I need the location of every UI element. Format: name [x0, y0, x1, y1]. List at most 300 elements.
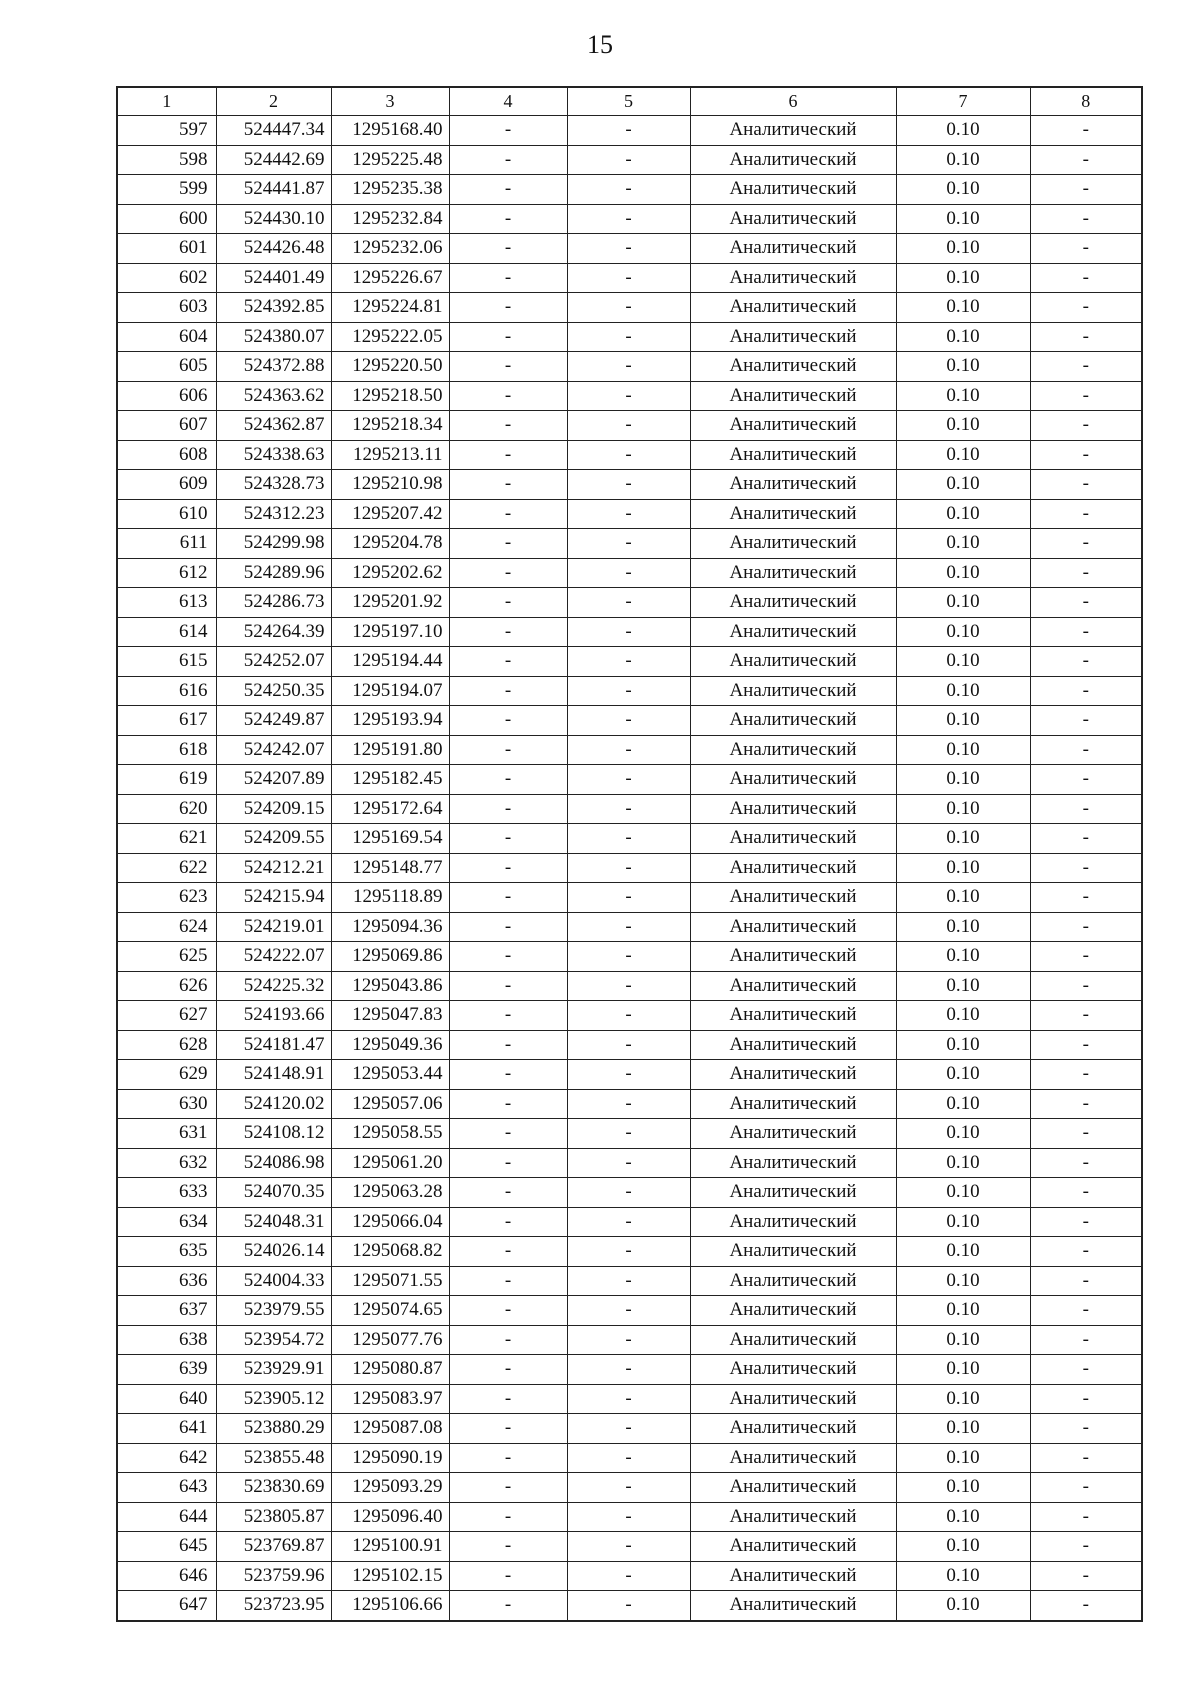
point-number-cell: 615: [117, 647, 216, 677]
table-row: [117, 1532, 1142, 1562]
col8-cell: -: [1030, 1532, 1142, 1562]
table-row: [117, 234, 1142, 264]
col4-cell: -: [449, 1060, 567, 1090]
col4-cell: -: [449, 499, 567, 529]
col5-cell: -: [567, 824, 690, 854]
col5-cell: -: [567, 588, 690, 618]
x-coordinate-cell: 524209.55: [216, 824, 331, 854]
col8-cell: -: [1030, 558, 1142, 588]
accuracy-cell: 0.10: [896, 145, 1030, 175]
col5-cell: -: [567, 1325, 690, 1355]
x-coordinate-cell: 524362.87: [216, 411, 331, 441]
accuracy-cell: 0.10: [896, 411, 1030, 441]
table-row: [117, 1502, 1142, 1532]
col4-cell: -: [449, 263, 567, 293]
y-coordinate-cell: 1295226.67: [331, 263, 449, 293]
col4-cell: -: [449, 381, 567, 411]
table-row: [117, 293, 1142, 323]
table-row: [117, 322, 1142, 352]
table-row: [117, 765, 1142, 795]
y-coordinate-cell: 1295169.54: [331, 824, 449, 854]
table-row: [117, 794, 1142, 824]
col8-cell: -: [1030, 1030, 1142, 1060]
y-coordinate-cell: 1295102.15: [331, 1561, 449, 1591]
col5-cell: -: [567, 1178, 690, 1208]
accuracy-cell: 0.10: [896, 1414, 1030, 1444]
col4-cell: -: [449, 145, 567, 175]
col8-cell: -: [1030, 175, 1142, 205]
col4-cell: -: [449, 1148, 567, 1178]
col5-cell: -: [567, 116, 690, 146]
table-row: [117, 942, 1142, 972]
col5-cell: -: [567, 234, 690, 264]
col5-cell: -: [567, 1089, 690, 1119]
y-coordinate-cell: 1295201.92: [331, 588, 449, 618]
col4-cell: -: [449, 1532, 567, 1562]
point-number-cell: 627: [117, 1001, 216, 1031]
table-row: [117, 647, 1142, 677]
method-cell: Аналитический: [690, 1384, 896, 1414]
point-number-cell: 639: [117, 1355, 216, 1385]
col8-cell: -: [1030, 824, 1142, 854]
accuracy-cell: 0.10: [896, 1561, 1030, 1591]
accuracy-cell: 0.10: [896, 588, 1030, 618]
point-number-cell: 604: [117, 322, 216, 352]
col5-cell: -: [567, 293, 690, 323]
point-number-cell: 637: [117, 1296, 216, 1326]
method-cell: Аналитический: [690, 912, 896, 942]
x-coordinate-cell: 524193.66: [216, 1001, 331, 1031]
table-row: [117, 588, 1142, 618]
y-coordinate-cell: 1295118.89: [331, 883, 449, 913]
col5-cell: -: [567, 322, 690, 352]
col4-cell: -: [449, 1030, 567, 1060]
accuracy-cell: 0.10: [896, 352, 1030, 382]
x-coordinate-cell: 523723.95: [216, 1591, 331, 1621]
point-number-cell: 647: [117, 1591, 216, 1621]
point-number-cell: 618: [117, 735, 216, 765]
table-row: [117, 175, 1142, 205]
point-number-cell: 640: [117, 1384, 216, 1414]
x-coordinate-cell: 524447.34: [216, 116, 331, 146]
accuracy-cell: 0.10: [896, 204, 1030, 234]
accuracy-cell: 0.10: [896, 1148, 1030, 1178]
col4-cell: -: [449, 204, 567, 234]
method-cell: Аналитический: [690, 735, 896, 765]
x-coordinate-cell: 524363.62: [216, 381, 331, 411]
method-cell: Аналитический: [690, 1325, 896, 1355]
table-row: [117, 263, 1142, 293]
col4-cell: -: [449, 1001, 567, 1031]
method-cell: Аналитический: [690, 1237, 896, 1267]
method-cell: Аналитический: [690, 352, 896, 382]
x-coordinate-cell: 524286.73: [216, 588, 331, 618]
col5-cell: -: [567, 352, 690, 382]
accuracy-cell: 0.10: [896, 1237, 1030, 1267]
col4-cell: -: [449, 558, 567, 588]
point-number-cell: 641: [117, 1414, 216, 1444]
table-row: [117, 971, 1142, 1001]
method-cell: Аналитический: [690, 1089, 896, 1119]
y-coordinate-cell: 1295213.11: [331, 440, 449, 470]
accuracy-cell: 0.10: [896, 1030, 1030, 1060]
y-coordinate-cell: 1295225.48: [331, 145, 449, 175]
x-coordinate-cell: 523759.96: [216, 1561, 331, 1591]
y-coordinate-cell: 1295204.78: [331, 529, 449, 559]
point-number-cell: 622: [117, 853, 216, 883]
y-coordinate-cell: 1295049.36: [331, 1030, 449, 1060]
col8-cell: -: [1030, 1089, 1142, 1119]
point-number-cell: 619: [117, 765, 216, 795]
x-coordinate-cell: 523830.69: [216, 1473, 331, 1503]
col5-cell: -: [567, 794, 690, 824]
column-header: 4: [449, 87, 567, 116]
col8-cell: -: [1030, 322, 1142, 352]
col4-cell: -: [449, 1325, 567, 1355]
point-number-cell: 644: [117, 1502, 216, 1532]
col4-cell: -: [449, 116, 567, 146]
column-header: 2: [216, 87, 331, 116]
y-coordinate-cell: 1295235.38: [331, 175, 449, 205]
y-coordinate-cell: 1295202.62: [331, 558, 449, 588]
method-cell: Аналитический: [690, 1060, 896, 1090]
col8-cell: -: [1030, 1178, 1142, 1208]
col5-cell: -: [567, 1473, 690, 1503]
x-coordinate-cell: 523905.12: [216, 1384, 331, 1414]
table-row: [117, 381, 1142, 411]
col8-cell: -: [1030, 883, 1142, 913]
x-coordinate-cell: 524401.49: [216, 263, 331, 293]
point-number-cell: 601: [117, 234, 216, 264]
accuracy-cell: 0.10: [896, 1532, 1030, 1562]
method-cell: Аналитический: [690, 1532, 896, 1562]
col4-cell: -: [449, 1119, 567, 1149]
x-coordinate-cell: 524430.10: [216, 204, 331, 234]
col8-cell: -: [1030, 145, 1142, 175]
x-coordinate-cell: 524250.35: [216, 676, 331, 706]
col8-cell: -: [1030, 1148, 1142, 1178]
col4-cell: -: [449, 1237, 567, 1267]
y-coordinate-cell: 1295053.44: [331, 1060, 449, 1090]
col8-cell: -: [1030, 765, 1142, 795]
x-coordinate-cell: 524225.32: [216, 971, 331, 1001]
y-coordinate-cell: 1295077.76: [331, 1325, 449, 1355]
col8-cell: -: [1030, 1060, 1142, 1090]
accuracy-cell: 0.10: [896, 706, 1030, 736]
col4-cell: -: [449, 1384, 567, 1414]
col8-cell: -: [1030, 1266, 1142, 1296]
point-number-cell: 626: [117, 971, 216, 1001]
point-number-cell: 613: [117, 588, 216, 618]
y-coordinate-cell: 1295172.64: [331, 794, 449, 824]
col4-cell: -: [449, 912, 567, 942]
col8-cell: -: [1030, 735, 1142, 765]
x-coordinate-cell: 524372.88: [216, 352, 331, 382]
table-row: [117, 1089, 1142, 1119]
y-coordinate-cell: 1295232.06: [331, 234, 449, 264]
col8-cell: -: [1030, 1207, 1142, 1237]
col4-cell: -: [449, 1443, 567, 1473]
point-number-cell: 635: [117, 1237, 216, 1267]
accuracy-cell: 0.10: [896, 617, 1030, 647]
col8-cell: -: [1030, 617, 1142, 647]
accuracy-cell: 0.10: [896, 794, 1030, 824]
col4-cell: -: [449, 971, 567, 1001]
x-coordinate-cell: 524264.39: [216, 617, 331, 647]
table-row: [117, 470, 1142, 500]
method-cell: Аналитический: [690, 322, 896, 352]
column-header: 1: [117, 87, 216, 116]
col5-cell: -: [567, 883, 690, 913]
accuracy-cell: 0.10: [896, 883, 1030, 913]
table-body: [117, 116, 1142, 1621]
col8-cell: -: [1030, 352, 1142, 382]
method-cell: Аналитический: [690, 588, 896, 618]
col8-cell: -: [1030, 1001, 1142, 1031]
col4-cell: -: [449, 1089, 567, 1119]
col5-cell: -: [567, 1119, 690, 1149]
y-coordinate-cell: 1295068.82: [331, 1237, 449, 1267]
x-coordinate-cell: 524328.73: [216, 470, 331, 500]
col4-cell: -: [449, 352, 567, 382]
y-coordinate-cell: 1295222.05: [331, 322, 449, 352]
x-coordinate-cell: 524181.47: [216, 1030, 331, 1060]
method-cell: Аналитический: [690, 1178, 896, 1208]
y-coordinate-cell: 1295069.86: [331, 942, 449, 972]
accuracy-cell: 0.10: [896, 735, 1030, 765]
method-cell: Аналитический: [690, 1473, 896, 1503]
accuracy-cell: 0.10: [896, 234, 1030, 264]
y-coordinate-cell: 1295218.34: [331, 411, 449, 441]
col5-cell: -: [567, 470, 690, 500]
col5-cell: -: [567, 263, 690, 293]
method-cell: Аналитический: [690, 1591, 896, 1621]
accuracy-cell: 0.10: [896, 1591, 1030, 1621]
y-coordinate-cell: 1295083.97: [331, 1384, 449, 1414]
table-row: [117, 1119, 1142, 1149]
table-row: [117, 1355, 1142, 1385]
y-coordinate-cell: 1295087.08: [331, 1414, 449, 1444]
accuracy-cell: 0.10: [896, 1266, 1030, 1296]
header-row: [117, 87, 1142, 116]
point-number-cell: 598: [117, 145, 216, 175]
x-coordinate-cell: 524312.23: [216, 499, 331, 529]
method-cell: Аналитический: [690, 411, 896, 441]
col8-cell: -: [1030, 1591, 1142, 1621]
col5-cell: -: [567, 971, 690, 1001]
col8-cell: -: [1030, 529, 1142, 559]
x-coordinate-cell: 524070.35: [216, 1178, 331, 1208]
col5-cell: -: [567, 499, 690, 529]
x-coordinate-cell: 523855.48: [216, 1443, 331, 1473]
accuracy-cell: 0.10: [896, 971, 1030, 1001]
table-row: [117, 352, 1142, 382]
col5-cell: -: [567, 1502, 690, 1532]
point-number-cell: 609: [117, 470, 216, 500]
col5-cell: -: [567, 765, 690, 795]
accuracy-cell: 0.10: [896, 1296, 1030, 1326]
method-cell: Аналитический: [690, 204, 896, 234]
table-row: [117, 1266, 1142, 1296]
accuracy-cell: 0.10: [896, 293, 1030, 323]
col4-cell: -: [449, 322, 567, 352]
col8-cell: -: [1030, 1119, 1142, 1149]
col8-cell: -: [1030, 116, 1142, 146]
col5-cell: -: [567, 1207, 690, 1237]
col5-cell: -: [567, 706, 690, 736]
method-cell: Аналитический: [690, 1030, 896, 1060]
point-number-cell: 602: [117, 263, 216, 293]
col8-cell: -: [1030, 470, 1142, 500]
accuracy-cell: 0.10: [896, 1473, 1030, 1503]
col4-cell: -: [449, 1561, 567, 1591]
col4-cell: -: [449, 175, 567, 205]
table-row: [117, 1060, 1142, 1090]
point-number-cell: 616: [117, 676, 216, 706]
col4-cell: -: [449, 853, 567, 883]
point-number-cell: 614: [117, 617, 216, 647]
table-row: [117, 499, 1142, 529]
x-coordinate-cell: 524209.15: [216, 794, 331, 824]
col5-cell: -: [567, 1266, 690, 1296]
x-coordinate-cell: 524215.94: [216, 883, 331, 913]
point-number-cell: 606: [117, 381, 216, 411]
x-coordinate-cell: 523979.55: [216, 1296, 331, 1326]
accuracy-cell: 0.10: [896, 942, 1030, 972]
accuracy-cell: 0.10: [896, 1325, 1030, 1355]
table-row: [117, 204, 1142, 234]
accuracy-cell: 0.10: [896, 529, 1030, 559]
y-coordinate-cell: 1295210.98: [331, 470, 449, 500]
method-cell: Аналитический: [690, 381, 896, 411]
col4-cell: -: [449, 706, 567, 736]
point-number-cell: 624: [117, 912, 216, 942]
col5-cell: -: [567, 1532, 690, 1562]
y-coordinate-cell: 1295224.81: [331, 293, 449, 323]
table-row: [117, 735, 1142, 765]
col5-cell: -: [567, 647, 690, 677]
x-coordinate-cell: 524299.98: [216, 529, 331, 559]
col8-cell: -: [1030, 1502, 1142, 1532]
y-coordinate-cell: 1295074.65: [331, 1296, 449, 1326]
method-cell: Аналитический: [690, 971, 896, 1001]
col4-cell: -: [449, 617, 567, 647]
method-cell: Аналитический: [690, 1148, 896, 1178]
col5-cell: -: [567, 1296, 690, 1326]
method-cell: Аналитический: [690, 116, 896, 146]
col8-cell: -: [1030, 1561, 1142, 1591]
point-number-cell: 646: [117, 1561, 216, 1591]
column-header: 5: [567, 87, 690, 116]
col8-cell: -: [1030, 1473, 1142, 1503]
column-header: 8: [1030, 87, 1142, 116]
method-cell: Аналитический: [690, 1001, 896, 1031]
table-row: [117, 706, 1142, 736]
col5-cell: -: [567, 1060, 690, 1090]
y-coordinate-cell: 1295093.29: [331, 1473, 449, 1503]
point-number-cell: 629: [117, 1060, 216, 1090]
table-row: [117, 1030, 1142, 1060]
accuracy-cell: 0.10: [896, 381, 1030, 411]
col8-cell: -: [1030, 912, 1142, 942]
point-number-cell: 610: [117, 499, 216, 529]
col8-cell: -: [1030, 1296, 1142, 1326]
method-cell: Аналитический: [690, 234, 896, 264]
point-number-cell: 631: [117, 1119, 216, 1149]
table-row: [117, 558, 1142, 588]
method-cell: Аналитический: [690, 470, 896, 500]
point-number-cell: 617: [117, 706, 216, 736]
col5-cell: -: [567, 1443, 690, 1473]
method-cell: Аналитический: [690, 824, 896, 854]
method-cell: Аналитический: [690, 1355, 896, 1385]
col8-cell: -: [1030, 794, 1142, 824]
coordinates-table: [116, 86, 1143, 1622]
method-cell: Аналитический: [690, 1207, 896, 1237]
col5-cell: -: [567, 1384, 690, 1414]
point-number-cell: 642: [117, 1443, 216, 1473]
table-row: [117, 1178, 1142, 1208]
accuracy-cell: 0.10: [896, 1207, 1030, 1237]
col8-cell: -: [1030, 204, 1142, 234]
method-cell: Аналитический: [690, 765, 896, 795]
point-number-cell: 600: [117, 204, 216, 234]
y-coordinate-cell: 1295148.77: [331, 853, 449, 883]
method-cell: Аналитический: [690, 942, 896, 972]
method-cell: Аналитический: [690, 1414, 896, 1444]
point-number-cell: 612: [117, 558, 216, 588]
y-coordinate-cell: 1295058.55: [331, 1119, 449, 1149]
col5-cell: -: [567, 1591, 690, 1621]
col5-cell: -: [567, 1355, 690, 1385]
y-coordinate-cell: 1295182.45: [331, 765, 449, 795]
accuracy-cell: 0.10: [896, 440, 1030, 470]
x-coordinate-cell: 524108.12: [216, 1119, 331, 1149]
y-coordinate-cell: 1295047.83: [331, 1001, 449, 1031]
point-number-cell: 611: [117, 529, 216, 559]
point-number-cell: 634: [117, 1207, 216, 1237]
y-coordinate-cell: 1295193.94: [331, 706, 449, 736]
column-header: 6: [690, 87, 896, 116]
x-coordinate-cell: 524148.91: [216, 1060, 331, 1090]
col5-cell: -: [567, 942, 690, 972]
col8-cell: -: [1030, 263, 1142, 293]
y-coordinate-cell: 1295191.80: [331, 735, 449, 765]
table-row: [117, 853, 1142, 883]
accuracy-cell: 0.10: [896, 499, 1030, 529]
accuracy-cell: 0.10: [896, 470, 1030, 500]
col5-cell: -: [567, 617, 690, 647]
x-coordinate-cell: 524392.85: [216, 293, 331, 323]
method-cell: Аналитический: [690, 647, 896, 677]
column-header: 7: [896, 87, 1030, 116]
x-coordinate-cell: 524441.87: [216, 175, 331, 205]
accuracy-cell: 0.10: [896, 912, 1030, 942]
y-coordinate-cell: 1295094.36: [331, 912, 449, 942]
col4-cell: -: [449, 1178, 567, 1208]
x-coordinate-cell: 524380.07: [216, 322, 331, 352]
col5-cell: -: [567, 912, 690, 942]
x-coordinate-cell: 524426.48: [216, 234, 331, 264]
y-coordinate-cell: 1295071.55: [331, 1266, 449, 1296]
x-coordinate-cell: 524252.07: [216, 647, 331, 677]
col8-cell: -: [1030, 1237, 1142, 1267]
table-row: [117, 1591, 1142, 1621]
table-row: [117, 529, 1142, 559]
method-cell: Аналитический: [690, 1266, 896, 1296]
y-coordinate-cell: 1295090.19: [331, 1443, 449, 1473]
col5-cell: -: [567, 735, 690, 765]
